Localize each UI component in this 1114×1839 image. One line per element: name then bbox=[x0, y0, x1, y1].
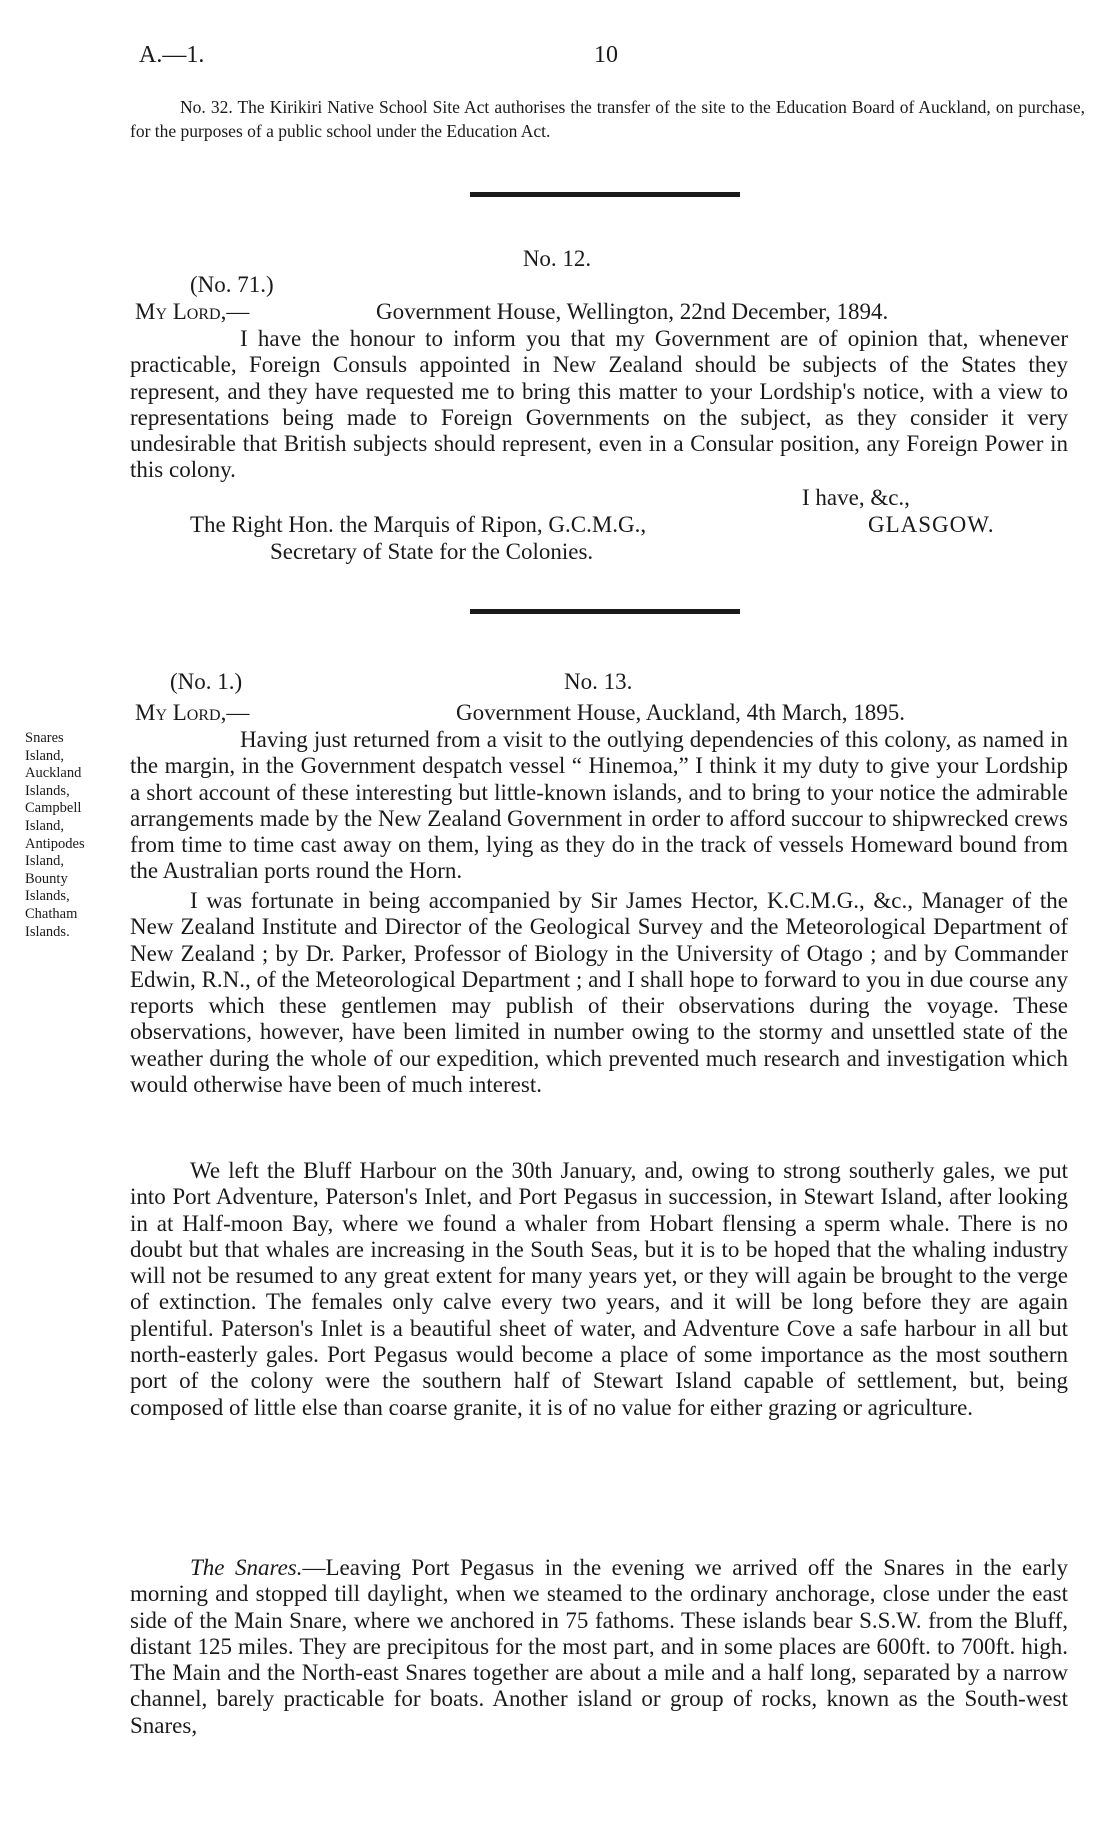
despatch-number-12: No. 12. bbox=[522, 246, 592, 271]
closing-12: I have, &c., bbox=[802, 485, 910, 510]
margin-note-line: Snares bbox=[25, 730, 64, 746]
section-divider bbox=[470, 192, 740, 197]
place-date-13: Government House, Auckland, 4th March, 1895. bbox=[456, 700, 906, 725]
addressee-title-12: Secretary of State for the Colonies. bbox=[270, 539, 594, 564]
despatch-ref-13: (No. 1.) bbox=[170, 669, 243, 694]
margin-note-line: Campbell bbox=[25, 800, 82, 817]
margin-note-islands bbox=[25, 730, 115, 941]
section-divider bbox=[470, 609, 740, 614]
margin-note-line: Islands. bbox=[25, 923, 70, 940]
signature-12: GLASGOW. bbox=[868, 512, 995, 537]
margin-note-line: Auckland bbox=[25, 765, 82, 782]
despatch-13-para-4 bbox=[130, 1555, 1068, 1739]
header-reference: A.—1. bbox=[139, 42, 205, 68]
section-heading-snares: The Snares. bbox=[190, 1555, 303, 1580]
margin-note-line: Chatham bbox=[25, 905, 78, 922]
despatch-ref-12: (No. 71.) bbox=[190, 272, 274, 297]
act-note: No. 32. The Kirikiri Native School Site Act authorises the transfer of the site to the Education Board of Auckland, on purchase, for the purposes of a public school under the Education Act. bbox=[130, 97, 1085, 141]
margin-note-line: Island, bbox=[25, 853, 65, 870]
page-number: 10 bbox=[594, 42, 618, 68]
despatch-13-para-3: We left the Bluff Harbour on the 30th January, and, owing to strong southerly gales, we put into Port Adventure, Paterson's Inlet, and Port Pegasus in succession, in Stewart Island, after looking in at Half-moon Bay, where we found a whaler from Hobart flensing a sperm whale. There is no doubt but that whales are increasing in the South Seas, but it is to be hoped that the whaling industry will not be resumed to any great extent for many years yet, or they will again be brought to the verge of extinction. The females only calve every two years, and it will be long before they are again plentiful. Paterson's Inlet is a beautiful sheet of water, and Adventure Cove a safe harbour in all but north-easterly gales. Port Pegasus would become a place of some importance as the most southern port of the colony were the southern half of Stewart Island capable of settlement, but, being composed of little else than coarse granite, it is of no value for either grazing or agriculture. bbox=[130, 1158, 1068, 1420]
despatch-number-13: No. 13. bbox=[564, 669, 633, 694]
salutation-12: My Lord,— bbox=[135, 299, 250, 324]
despatch-13-para-2: I was fortunate in being accompanied by Sir James Hector, K.C.M.G., &c., Manager of the New Zealand Institute and Director of the Geological Survey and the Meteorological Department of New Zealand ; by Dr. Parker, Professor of Biology in the University of Otago ; and by Commander Edwin, R.N., of the Meteorological Department ; and I shall hope to forward to you in due course any reports which these gentlemen may publish of their observations during the voyage. These observations, however, have been limited in number owing to the stormy and unsettled state of the weather during the whole of our expedition, which prevented much research and investigation which would otherwise have been of much interest. bbox=[130, 888, 1068, 1098]
despatch-13-para-1: Having just returned from a visit to the outlying dependencies of this colony, as named in the margin, in the Government despatch vessel “ Hinemoa,” I think it my duty to give your Lordship a short account of these interesting but little-known islands, and to bring to your notice the admirable arrangements made by the New Zealand Government in order to afford succour to shipwrecked crews from time to time cast away on them, lying as they do in the track of vessels Homeward bound from the Australian ports round the Horn. bbox=[130, 727, 1068, 884]
margin-note-line: Bounty bbox=[25, 870, 68, 887]
margin-note-line: Island, bbox=[25, 817, 65, 834]
margin-note-line: Islands, bbox=[25, 888, 70, 905]
salutation-13: My Lord,— bbox=[135, 700, 250, 725]
margin-note-line: Antipodes bbox=[25, 835, 85, 852]
despatch-body-12: I have the honour to inform you that my Government are of opinion that, whenever practicable, Foreign Consuls appointed in New Zealand should be subjects of the States they represent, and they have requested me to bring this matter to your Lordship's notice, with a view to representations being made to Foreign Governments on the subject, as they consider it very undesirable that British subjects should represent, even in a Consular position, any Foreign Power in this colony. bbox=[130, 326, 1068, 483]
snares-text: —Leaving Port Pegasus in the evening we arrived off the Snares in the early morning and stopped till daylight, when we steamed to the ordinary anchorage, close under the east side of the Main Snare, where we anchored in 75 fathoms. These islands bear S.S.W. from the Bluff, distant 125 miles. They are precipitous for the most part, and in some places are 600ft. to 700ft. high. The Main and the North-east Snares together are about a mile and a half long, separated by a narrow channel, barely practicable for boats. Another island or group of rocks, known as the South-west Snares, bbox=[130, 1555, 1068, 1738]
addressee-12: The Right Hon. the Marquis of Ripon, G.C.M.G., bbox=[190, 512, 647, 537]
place-date-12: Government House, Wellington, 22nd December, 1894. bbox=[376, 299, 889, 324]
margin-note-line: Island, bbox=[25, 747, 65, 764]
margin-note-line: Islands, bbox=[25, 782, 70, 799]
